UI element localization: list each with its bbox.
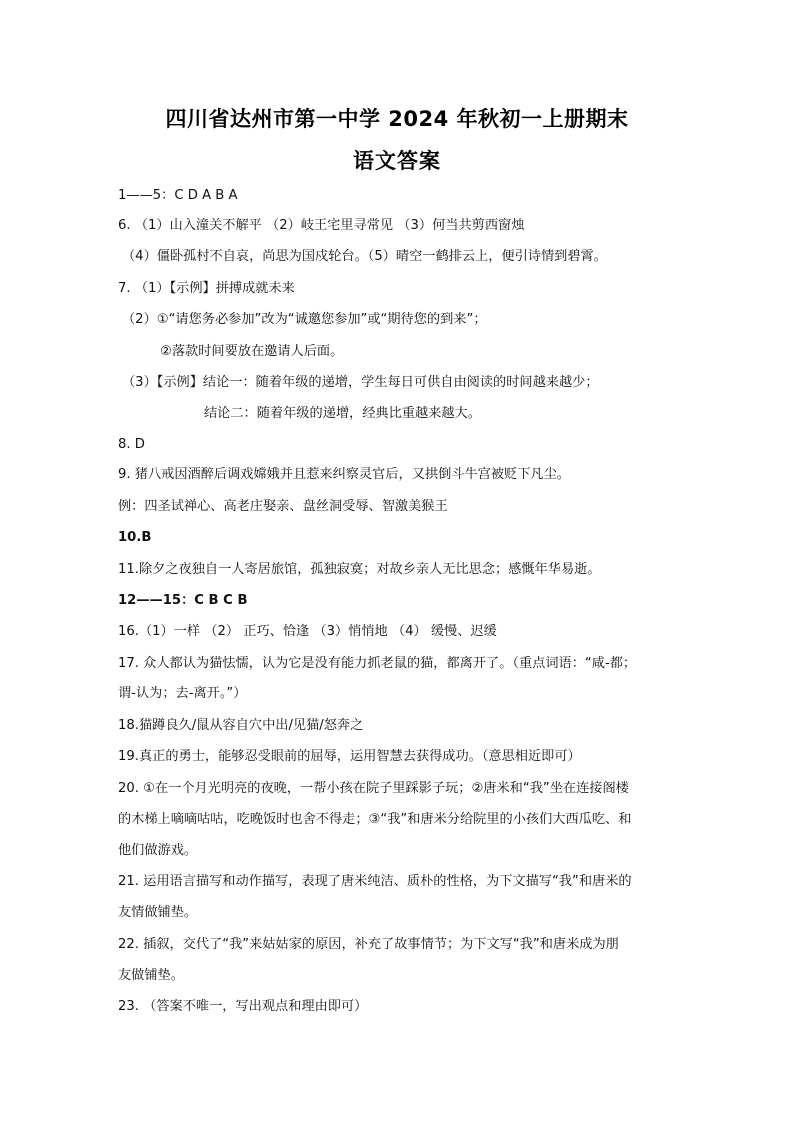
answer-12-15: 12——15：C B C B [118, 593, 248, 608]
answer-7-2-cont: ②落款时间要放在邀请人后面。 [160, 344, 344, 359]
answer-6: 6. （1）山入潼关不解平 （2）岐王宅里寻常见 （3）何当共剪西窗烛 [118, 218, 525, 233]
answer-18: 18.猫蹲良久/鼠从容自穴中出/见猫/怒奔之 [118, 718, 364, 733]
answer-7-2: （2）①“请您务必参加”改为“诚邀您参加”或“期待您的到来”； [122, 312, 487, 327]
answer-1-5: 1——5：C D A B A [118, 188, 238, 203]
document-subtitle: 语文答案 [353, 149, 441, 173]
answer-7-3-cont: 结论二：随着年级的递增，经典比重越来越大。 [204, 406, 481, 421]
answer-10: 10.B [118, 530, 152, 545]
answer-9-example: 例：四圣试禅心、高老庄娶亲、盘丝洞受辱、智激美猴王 [118, 499, 448, 514]
answer-17-cont: 谓-认为；去-离开。”） [118, 686, 247, 701]
answer-20-cont-1: 的木梯上嘀嘀咕咕，吃晚饭时也舍不得走；③“我”和唐米分给院里的小孩们大西瓜吃、和 [118, 812, 632, 827]
answer-21: 21. 运用语言描写和动作描写，表现了唐米纯洁、质朴的性格，为下文描写“我”和唐米的 [118, 874, 632, 889]
answer-7: 7. （1）【示例】拼搏成就未来 [118, 281, 295, 296]
answer-9: 9. 猪八戒因酒醉后调戏嫦娥并且惹来纠察灵官后，又拱倒斗牛宫被贬下凡尘。 [118, 467, 570, 482]
answer-20: 20. ①在一个月光明亮的夜晚，一帮小孩在院子里踩影子玩；②唐米和“我”坐在连接阁楼 [118, 781, 629, 796]
answer-22: 22. 插叙，交代了“我”来姑姑家的原因，补充了故事情节；为下文写“我”和唐米成为朋 [118, 937, 619, 952]
answer-22-cont: 友做铺垫。 [118, 968, 184, 983]
answer-16: 16.（1）一样 （2） 正巧、恰逢 （3）悄悄地 （4） 缓慢、迟缓 [118, 624, 497, 639]
answer-23: 23. （答案不唯一，写出观点和理由即可） [118, 999, 368, 1014]
answer-17: 17. 众人都认为猫怯懦，认为它是没有能力抓老鼠的猫，都离开了。（重点词语：“咸-都； [118, 656, 637, 671]
answer-20-cont-2: 他们做游戏。 [118, 843, 198, 858]
answer-11: 11.除夕之夜独自一人寄居旅馆，孤独寂寞；对故乡亲人无比思念；感慨年华易逝。 [118, 562, 601, 577]
document-title: 四川省达州市第一中学 2024 年秋初一上册期末 [165, 107, 629, 131]
answer-19: 19.真正的勇士，能够忍受眼前的屈辱，运用智慧去获得成功。（意思相近即可） [118, 749, 581, 764]
answer-7-3: （3）【示例】结论一：随着年级的递增，学生每日可供自由阅读的时间越来越少； [122, 375, 599, 390]
answer-8: 8. D [118, 437, 145, 452]
answer-21-cont: 友情做铺垫。 [118, 905, 198, 920]
answer-6-cont: （4）僵卧孤村不自哀，尚思为国戍轮台。（5）晴空一鹤排云上，便引诗情到碧霄。 [122, 249, 607, 264]
